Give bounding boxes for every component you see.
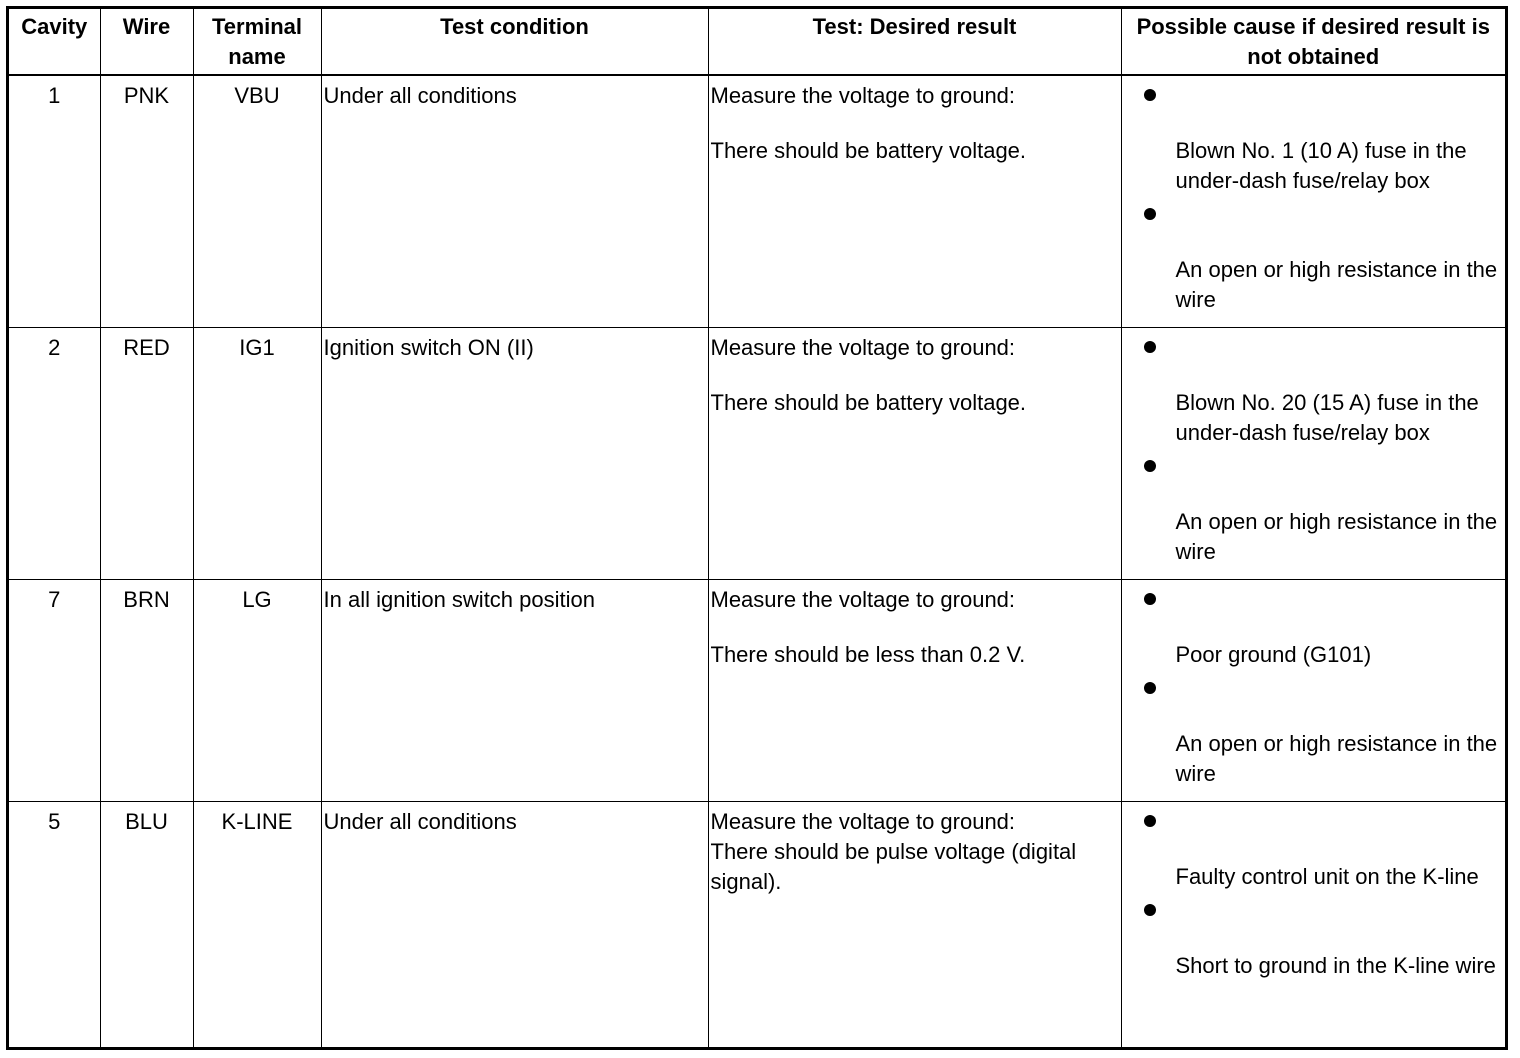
cause-item bbox=[1124, 593, 1504, 670]
terminal-cell: VBU bbox=[193, 75, 321, 328]
bullet-icon bbox=[1144, 815, 1156, 827]
terminal-test-table bbox=[9, 9, 1505, 1050]
result-line: There should be battery voltage. bbox=[710, 138, 1027, 163]
cause-item bbox=[1124, 815, 1504, 892]
result-line: There should be less than 0.2 V. bbox=[710, 642, 1026, 667]
bullet-icon bbox=[1144, 89, 1156, 101]
cause-text: Faulty control unit on the K-line bbox=[1175, 864, 1479, 889]
cause-list bbox=[1124, 89, 1504, 315]
spacer bbox=[711, 615, 1119, 640]
condition-cell: Under all conditions bbox=[321, 802, 708, 1051]
table-row bbox=[9, 328, 1505, 580]
wire-cell: RED bbox=[100, 328, 193, 580]
cause-cell bbox=[1121, 328, 1505, 580]
header-wire: Wire bbox=[100, 9, 193, 75]
cause-item bbox=[1124, 682, 1504, 789]
result-cell bbox=[708, 75, 1121, 328]
cavity-cell: 5 bbox=[9, 802, 100, 1051]
header-test-condition: Test condition bbox=[321, 9, 708, 75]
cause-cell bbox=[1121, 75, 1505, 328]
terminal-cell: K-LINE bbox=[193, 802, 321, 1051]
cavity-cell: 2 bbox=[9, 328, 100, 580]
cause-item bbox=[1124, 89, 1504, 196]
cause-cell bbox=[1121, 580, 1505, 802]
cavity-cell: 7 bbox=[9, 580, 100, 802]
result-cell bbox=[708, 802, 1121, 1051]
bullet-icon bbox=[1144, 593, 1156, 605]
table-row bbox=[9, 802, 1505, 1051]
cause-text: Short to ground in the K-line wire bbox=[1175, 953, 1496, 978]
header-cavity: Cavity bbox=[9, 9, 100, 75]
bullet-icon bbox=[1144, 904, 1156, 916]
cause-text: Blown No. 20 (15 A) fuse in the under-dash fuse/relay box bbox=[1175, 390, 1479, 445]
result-line: Measure the voltage to ground: bbox=[710, 83, 1016, 108]
cause-text: An open or high resistance in the wire bbox=[1175, 257, 1498, 312]
bullet-icon bbox=[1144, 460, 1156, 472]
terminal-cell: IG1 bbox=[193, 328, 321, 580]
cause-text: Blown No. 1 (10 A) fuse in the under-dash fuse/relay box bbox=[1175, 138, 1467, 193]
bullet-icon bbox=[1144, 208, 1156, 220]
result-line: Measure the voltage to ground: bbox=[710, 335, 1016, 360]
bullet-icon bbox=[1144, 341, 1156, 353]
header-terminal-name: Terminal name bbox=[193, 9, 321, 75]
terminal-test-table-frame bbox=[6, 6, 1508, 1050]
cause-text: An open or high resistance in the wire bbox=[1175, 509, 1498, 564]
cause-item bbox=[1124, 208, 1504, 315]
cause-item bbox=[1124, 341, 1504, 448]
cause-text: Poor ground (G101) bbox=[1175, 642, 1372, 667]
cause-item bbox=[1124, 460, 1504, 567]
terminal-cell: LG bbox=[193, 580, 321, 802]
result-line: There should be battery voltage. bbox=[710, 390, 1027, 415]
header-desired-result: Test: Desired result bbox=[708, 9, 1121, 75]
spacer bbox=[711, 111, 1119, 136]
cause-list bbox=[1124, 341, 1504, 567]
header-possible-cause: Possible cause if desired result is not obtained bbox=[1121, 9, 1505, 75]
header-row bbox=[9, 9, 1505, 75]
cause-list bbox=[1124, 815, 1504, 981]
result-line: Measure the voltage to ground: bbox=[710, 809, 1016, 834]
table-row bbox=[9, 580, 1505, 802]
cause-item bbox=[1124, 904, 1504, 981]
condition-cell: In all ignition switch position bbox=[321, 580, 708, 802]
condition-cell: Under all conditions bbox=[321, 75, 708, 328]
result-cell bbox=[708, 580, 1121, 802]
bullet-icon bbox=[1144, 682, 1156, 694]
table-row bbox=[9, 75, 1505, 328]
wire-cell: BRN bbox=[100, 580, 193, 802]
condition-cell: Ignition switch ON (II) bbox=[321, 328, 708, 580]
wire-cell: PNK bbox=[100, 75, 193, 328]
result-line: Measure the voltage to ground: bbox=[710, 587, 1016, 612]
result-line: There should be pulse voltage (digital signal). bbox=[710, 839, 1077, 894]
cause-text: An open or high resistance in the wire bbox=[1175, 731, 1498, 786]
wire-cell: BLU bbox=[100, 802, 193, 1051]
cavity-cell: 1 bbox=[9, 75, 100, 328]
cause-list bbox=[1124, 593, 1504, 789]
spacer bbox=[711, 363, 1119, 388]
cause-cell bbox=[1121, 802, 1505, 1051]
result-cell bbox=[708, 328, 1121, 580]
